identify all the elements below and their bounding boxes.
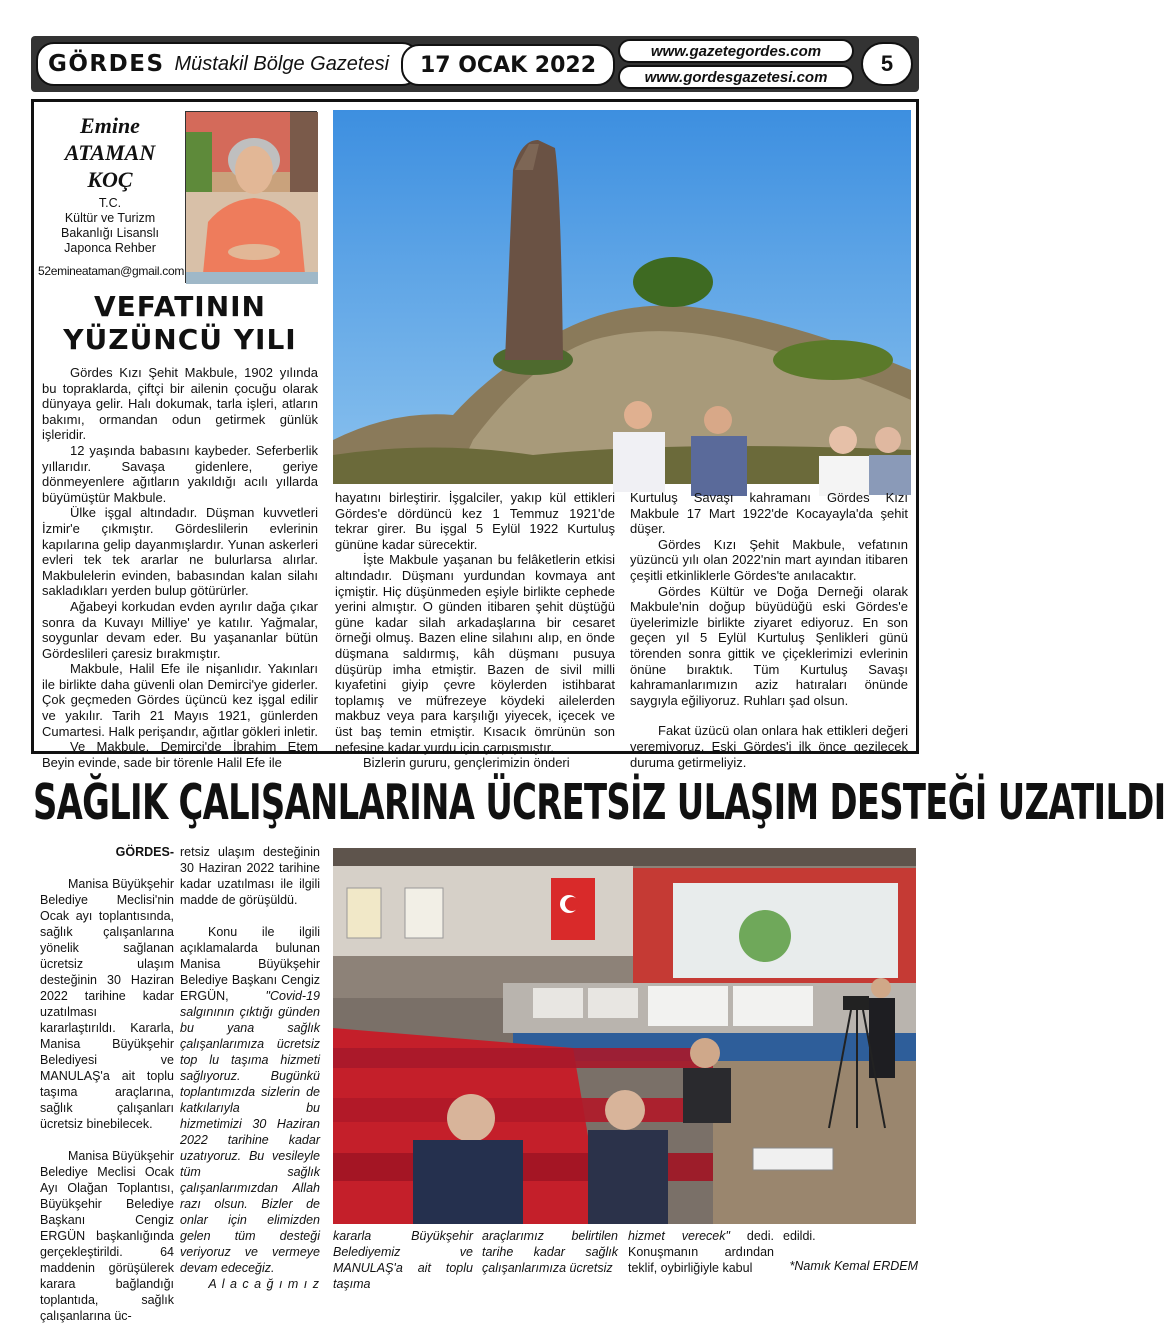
paragraph: Gördes Kızı Şehit Makbule, vefatının yüzüncü yılı olan 2022'nin mart ayından itibaren çeşitli etkinliklerle Gördes'te anılacaktır.	[630, 536, 908, 583]
headline-line: YÜZÜNCÜ YILI	[63, 323, 297, 356]
news-bottom-text-2: araçlarımız belirtilen tarihe kadar sağlık çalışanlarımıza ücretsiz	[482, 1229, 618, 1275]
masthead-title	[36, 42, 420, 86]
paragraph: Gördes Kızı Şehit Makbule, 1902 yılında bu topraklarda, çiftçi bir ailenin çocuğu olarak dünyaya gelir. Halı dokumak, tarla işleri, atların bakımı, ormandan odun getirmek günlük işleridir.	[42, 365, 318, 443]
reporter-signature: *Namık Kemal ERDEM	[789, 1259, 918, 1273]
paragraph: Ağabeyi korkudan evden ayrılır dağa çıkar sonra da Kuvayı Milliye' ye katılır. Yağmalar, soygunlar devam eder. Bu yaşananlar bütün Gördeslileri çaresiz bırakmıştır.	[42, 598, 318, 661]
article-column-2	[335, 490, 615, 771]
masthead	[31, 36, 919, 92]
quote-text: "Covid-19 salgınının çıktığı günden bu yana sağlık çalışanlarımıza ücretsiz top lu taşıma hizmeti sağlıyoruz. Bugünkü toplantımızda sizlerin de katkılarıyla bu hizmetimizi 30 Haziran 2022 tarihine kadar uzatıyoruz. Bu vesileyle tüm sağlık çalışanlarımızdan Allah razı olsun. Bizler de onlar için elimizden gelen tüm desteği veriyoruz ve vermeye devam edeceğiz.	[180, 989, 320, 1275]
headline-line: VEFATININ	[93, 290, 266, 323]
article-column-1	[42, 365, 318, 770]
quote-text: hizmet verecek"	[628, 1229, 730, 1243]
paragraph: Manisa Büyükşehir Belediye Meclisi Ocak Ayı Olağan Toplantısı, Büyükşehir Belediye Başkanı Cengiz ERGÜN başkanlığında gerçekleştirildi. 64 maddenin görüşülerek karara bağlandığı toplantıda, sağlık çalışanlarına üc-	[40, 1149, 174, 1323]
paragraph: Fakat üzücü olan onlara hak ettikleri değeri veremiyoruz. Eski Gördes'i ilk önce gezilecek duruma getirmeliyiz.	[630, 723, 908, 770]
author-portrait	[185, 111, 317, 283]
paragraph: Bizlerin gururu, gençlerimizin önderi	[363, 755, 570, 771]
news-headline: SAĞLIK ÇALIŞANLARINA ÜCRETSİZ ULAŞIM DESTEĞİ UZATILDI	[33, 774, 1166, 831]
author-credential-line: Japonca Rehber	[64, 241, 156, 255]
issue-date: 17 OCAK 2022	[401, 44, 615, 86]
brand-name: GÖRDES	[48, 51, 165, 77]
article-column-3	[630, 490, 908, 770]
paragraph: Ve Makbule, Demirci'de İbrahim Etem Beyin evinde, sade bir törenle Halil Efe ile	[42, 739, 318, 770]
author-middle-name: ATAMAN	[64, 140, 156, 165]
paragraph: Gördes Kültür ve Doğa Derneği olarak Makbule'nin doğup büyüdüğü eski Gördes'e üyelerimizle birlikte ziyaret ediyoruz. En son geçen yıl 5 Eylül Kurtuluş Şenlikleri günü törenden sonra gittik ve çiçeklerimizi evlerinin önüne bıraktık. Tüm Kurtuluş Savaşı kahramanlarımızın aziz hatıraları önünde saygıyla eğiliyoruz. Ruhları şad olsun.	[630, 583, 908, 708]
paragraph: Manisa Büyükşehir Belediye Meclisi'nin Ocak ayı toplantısında, sağlık çalışanlarına yönelik sağlanan ücretsiz ulaşım desteğinin 30 Haziran 2022 tarihine kadar uzatılması kararlaştırıldı. Kararla, Manisa Büyükşehir Belediyesi ve MANULAŞ'a ait toplu taşıma araçlarına, sağlık çalışanları ücretsiz binebilecek.	[40, 877, 174, 1131]
author-name	[40, 112, 180, 193]
author-credential-line: T.C.	[98, 196, 122, 210]
website-link-2[interactable]: www.gordesgazetesi.com	[618, 65, 854, 89]
paragraph: retsiz ulaşım desteğinin 30 Haziran 2022 tarihine kadar uzatılması ile ilgili madde de görüşüldü.	[180, 845, 320, 907]
council-meeting-photo	[333, 848, 916, 1224]
author-email[interactable]: 52emineataman@gmail.com	[38, 264, 185, 278]
news-bottom-text-4: edildi.	[783, 1229, 816, 1243]
page-number: 5	[861, 42, 913, 86]
author-first-name: Emine	[80, 113, 140, 138]
paragraph-text: Konu ile ilgili açıklamalarda bulunan Manisa Büyükşehir Belediye Başkanı Cengiz ERGÜN,	[180, 925, 320, 1003]
brand-subtitle: Müstakil Bölge Gazetesi	[174, 52, 390, 75]
author-last-name: KOÇ	[87, 167, 133, 192]
paragraph: 12 yaşında babasını kaybeder. Seferberlik yıllarıdır. Savaşa gidenlere, geriye dönmeyenlere ağıtların yakıldığı acılı yıllarda büyümüştür Makbule.	[42, 442, 318, 505]
author-credential-line: Kültür ve Turizm	[64, 211, 156, 225]
author-credential-line: Bakanlığı Lisanslı	[61, 226, 159, 240]
paragraph-text: dedi. Konuşmanın ardından teklif, oybirliğiyle kabul	[628, 1229, 774, 1275]
continued-text: A l a c a ğ ı m ı z	[208, 1277, 320, 1291]
website-link-1[interactable]: www.gazetegordes.com	[618, 39, 854, 63]
news-bottom-text-1: kararla Büyükşehir Belediyemiz ve MANULAŞ'a ait toplu taşıma	[333, 1229, 473, 1291]
memorial-tower-photo	[333, 110, 911, 484]
news-column-1	[40, 844, 174, 1324]
paragraph: Makbule, Halil Efe ile nişanlıdır. Yakınları ile birlikte daha güvenli olan Demirci'ye giderler. Çok geçmeden Gördes üçüncü kez işgal edilir ve yakılır. Tarih 21 Mayıs 1921, günlerden Cumartesi. Halk perişandır, ağıtlar gökleri inletir.	[42, 661, 319, 739]
author-credentials	[40, 196, 180, 256]
paragraph: hayatını birleştirir. İşgalciler, yakıp kül ettikleri Gördes'e dördüncü kez 1 Temmuz 1921'de tekrar girer. Bu işgal 5 Eylül 1922 Kurtuluş gününe kadar sürecektir.	[335, 490, 615, 552]
paragraph: Ülke işgal altındadır. Düşman kuvvetleri İzmir'e çıkmıştır. Gördeslilerin evlerinin kapılarına gelip dayanmışlardır. Yunan askerleri evleri tek tek ararlar ne bulurlarsa alırlar. Makbulelerin evinden, babasından kalan silahı sakladıkları yerden bulup götürürler.	[42, 505, 318, 599]
paragraph: Kurtuluş Savaşı kahramanı Gördes Kızı Makbule 17 Mart 1922'de Kocayayla'da şehit düşer.	[630, 490, 908, 537]
news-bottom-text-3	[628, 1228, 774, 1276]
dateline: GÖRDES-	[115, 845, 174, 859]
news-column-2	[180, 844, 320, 1292]
article-headline	[35, 290, 325, 356]
paragraph: İşte Makbule yaşanan bu felâketlerin etkisi altındadır. Düşmanı yurdundan kovmaya ant içmiştir. Hiç düşünmeden eşiyle birlikte cephede yerini almıştır. O günden itibaren şehit düştüğü güne kadar silah arkadaşlarına bir cesaret örneği olmuş. Bazen eline silahını alıp, en önde düşmana saldırmış, kâh düşmanı pusuya düşürüp imha etmiştir. Bazen de sivil milli kıyafetini giyip çevre köylerden istihbarat toplamış ve müfrezeye köydeki ailelerden makbuz veya para karşılığı yiyecek, içecek ve üst baş temin etmiştir. Kısacık ömrünün son nefesine kadar yurdu için çarpışmıştır.	[335, 552, 615, 755]
